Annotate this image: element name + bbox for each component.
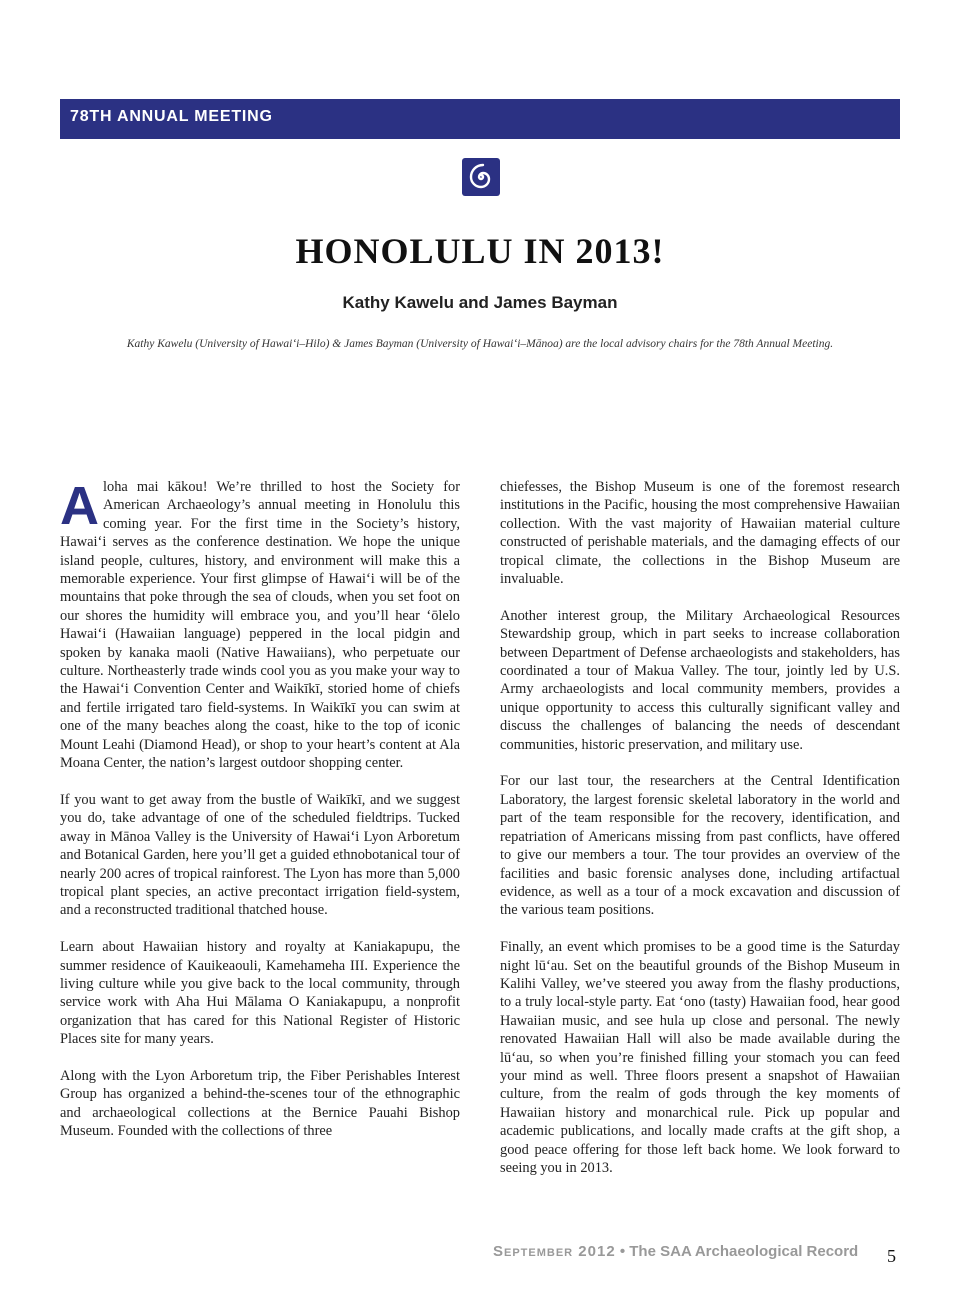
article-title: HONOLULU IN 2013!: [295, 231, 665, 271]
author-affiliation: Kathy Kawelu (University of Hawai‘i–Hilo) & James Bayman (University of Hawai‘i–Mānoa) are the local advisory chairs for the 78th Annual Meeting.: [126, 338, 834, 350]
paragraph: [60, 478, 460, 773]
page-footer: [493, 1243, 858, 1260]
paragraph: Another interest group, the Military Archaeological Resources Stewardship group, which in part seeks to increase collaboration between Department of Defense archaeologists and stakeholders, has coordinated a tour of Makua Valley. The tour, jointly led by U.S. Army archaeologists and local community members, provides a unique opportunity to access this culturally significant valley and discuss the challenges of balancing the needs of descendant communities, historic preservation, and military use.: [500, 607, 900, 753]
page-number: 5: [887, 1246, 896, 1266]
text-column-left: [60, 478, 460, 1141]
paragraph: chiefesses, the Bishop Museum is one of the foremost research institutions in the Pacific, housing the most comprehensive Hawaiian collection. With the vast majority of Hawaiian material culture constructed of perishable materials, and the damaging effects of our tropical climate, the collections in the Bishop Museum are invaluable.: [500, 479, 900, 588]
section-banner: [60, 99, 900, 139]
article-authors: Kathy Kawelu and James Bayman: [342, 293, 618, 312]
paragraph: Along with the Lyon Arboretum trip, the Fiber Perishables Interest Group has organized a behind-the-scenes tour of the ethnographic and archaeological collections at the Bernice Pauahi Bishop Museum. Founded with the collections of three: [60, 1067, 460, 1140]
paragraph: If you want to get away from the bustle of Waikīkī, and we suggest you do, take advantage of one of the scheduled fieldtrips. Tucked away in Mānoa Valley is the University of Hawai‘i Lyon Arboretum and Botanical Garden, here you’ll get a guided ethnobotanical tour of nearly 200 acres of tropical rainforest. The Lyon has more than 5,000 tropical plant species, an active precontact irrigation field-system, and a reconstructed traditional thatched house.: [60, 791, 461, 919]
spiral-logo-icon: [461, 157, 501, 197]
drop-cap: A: [60, 476, 99, 536]
issue-date: September 2012: [493, 1243, 616, 1260]
publication-name: The SAA Archaeological Record: [629, 1243, 859, 1260]
text-column-right: [500, 478, 900, 1177]
paragraph: Learn about Hawaiian history and royalty at Kaniakapupu, the summer residence of Kauikeaouli, Kamehameha III. Experience the living culture while you give back to the local community, through service work with Aha Hui Mālama O Kaniakapupu, a nonprofit organization that has cared for this National Register of Historic Places site for many years.: [60, 939, 460, 1048]
paragraph: For our last tour, the researchers at the Central Identification Laboratory, the largest forensic skeletal laboratory in the world and part of the team responsible for the recovery, identification, and repatriation of Americans missing from past conflicts, have offered to give our members a tour. The tour provides an overview of the facilities and basic forensic analyses done, including artifactual evidence, as well as a tour of a mock excavation and discussion of the various team positions.: [500, 773, 900, 919]
paragraph-text: loha mai kākou! We’re thrilled to host the Society for American Archaeology’s annual meeting in Honolulu this coming year. For the first time in the Society’s history, Hawai‘i serves as the conference destination. We hope the unique island people, cultures, history, and environment will make this a memorable experience. Your first glimpse of Hawai‘i will be of the mountains that poke through the sea of clouds, when you set foot on our shores the humidity will embrace you, and you’ll hear ‘ōlelo Hawai‘i (Hawaiian language) peppered in the local pidgin and spoken by kanaka maoli (Native Hawaiians), who perpetuate our culture. Northeasterly trade winds cool you as you make your way to the Hawai‘i Convention Center and Waikīkī, storied home of chiefs and fertile irrigated taro field-systems. In Waikīkī you can swim at one of the many beaches along the coast, hike to the top of iconic Mount Leahi (Diamond Head), or shop to your heart’s content at Ala Moana Center, the nation’s largest outdoor shopping center.: [60, 479, 460, 772]
footer-separator: •: [615, 1243, 630, 1260]
section-label: 78TH ANNUAL MEETING: [70, 108, 273, 125]
paragraph: Finally, an event which promises to be a good time is the Saturday night lū‘au. Set on the beautiful grounds of the Bishop Museum in Kalihi Valley, we’ve steered you away from the flashy productions, to a truly local-style party. Eat ‘ono (tasty) Hawaiian food, hear good Hawaiian music, and see hula up close and personal. The newly renovated Hawaiian Hall will also be made available during the lū‘au, so when you’re finished filling your stomach you can feed your mind as well. Three floors present a snapshot of Hawaiian culture, from the realm of gods through the key moments of Hawaiian history and monarchical rule. Pick up popular and academic publications, and locally made crafts at the gift shop, a good peace offering for those left back home. We look forward to seeing you in 2013.: [500, 939, 900, 1176]
